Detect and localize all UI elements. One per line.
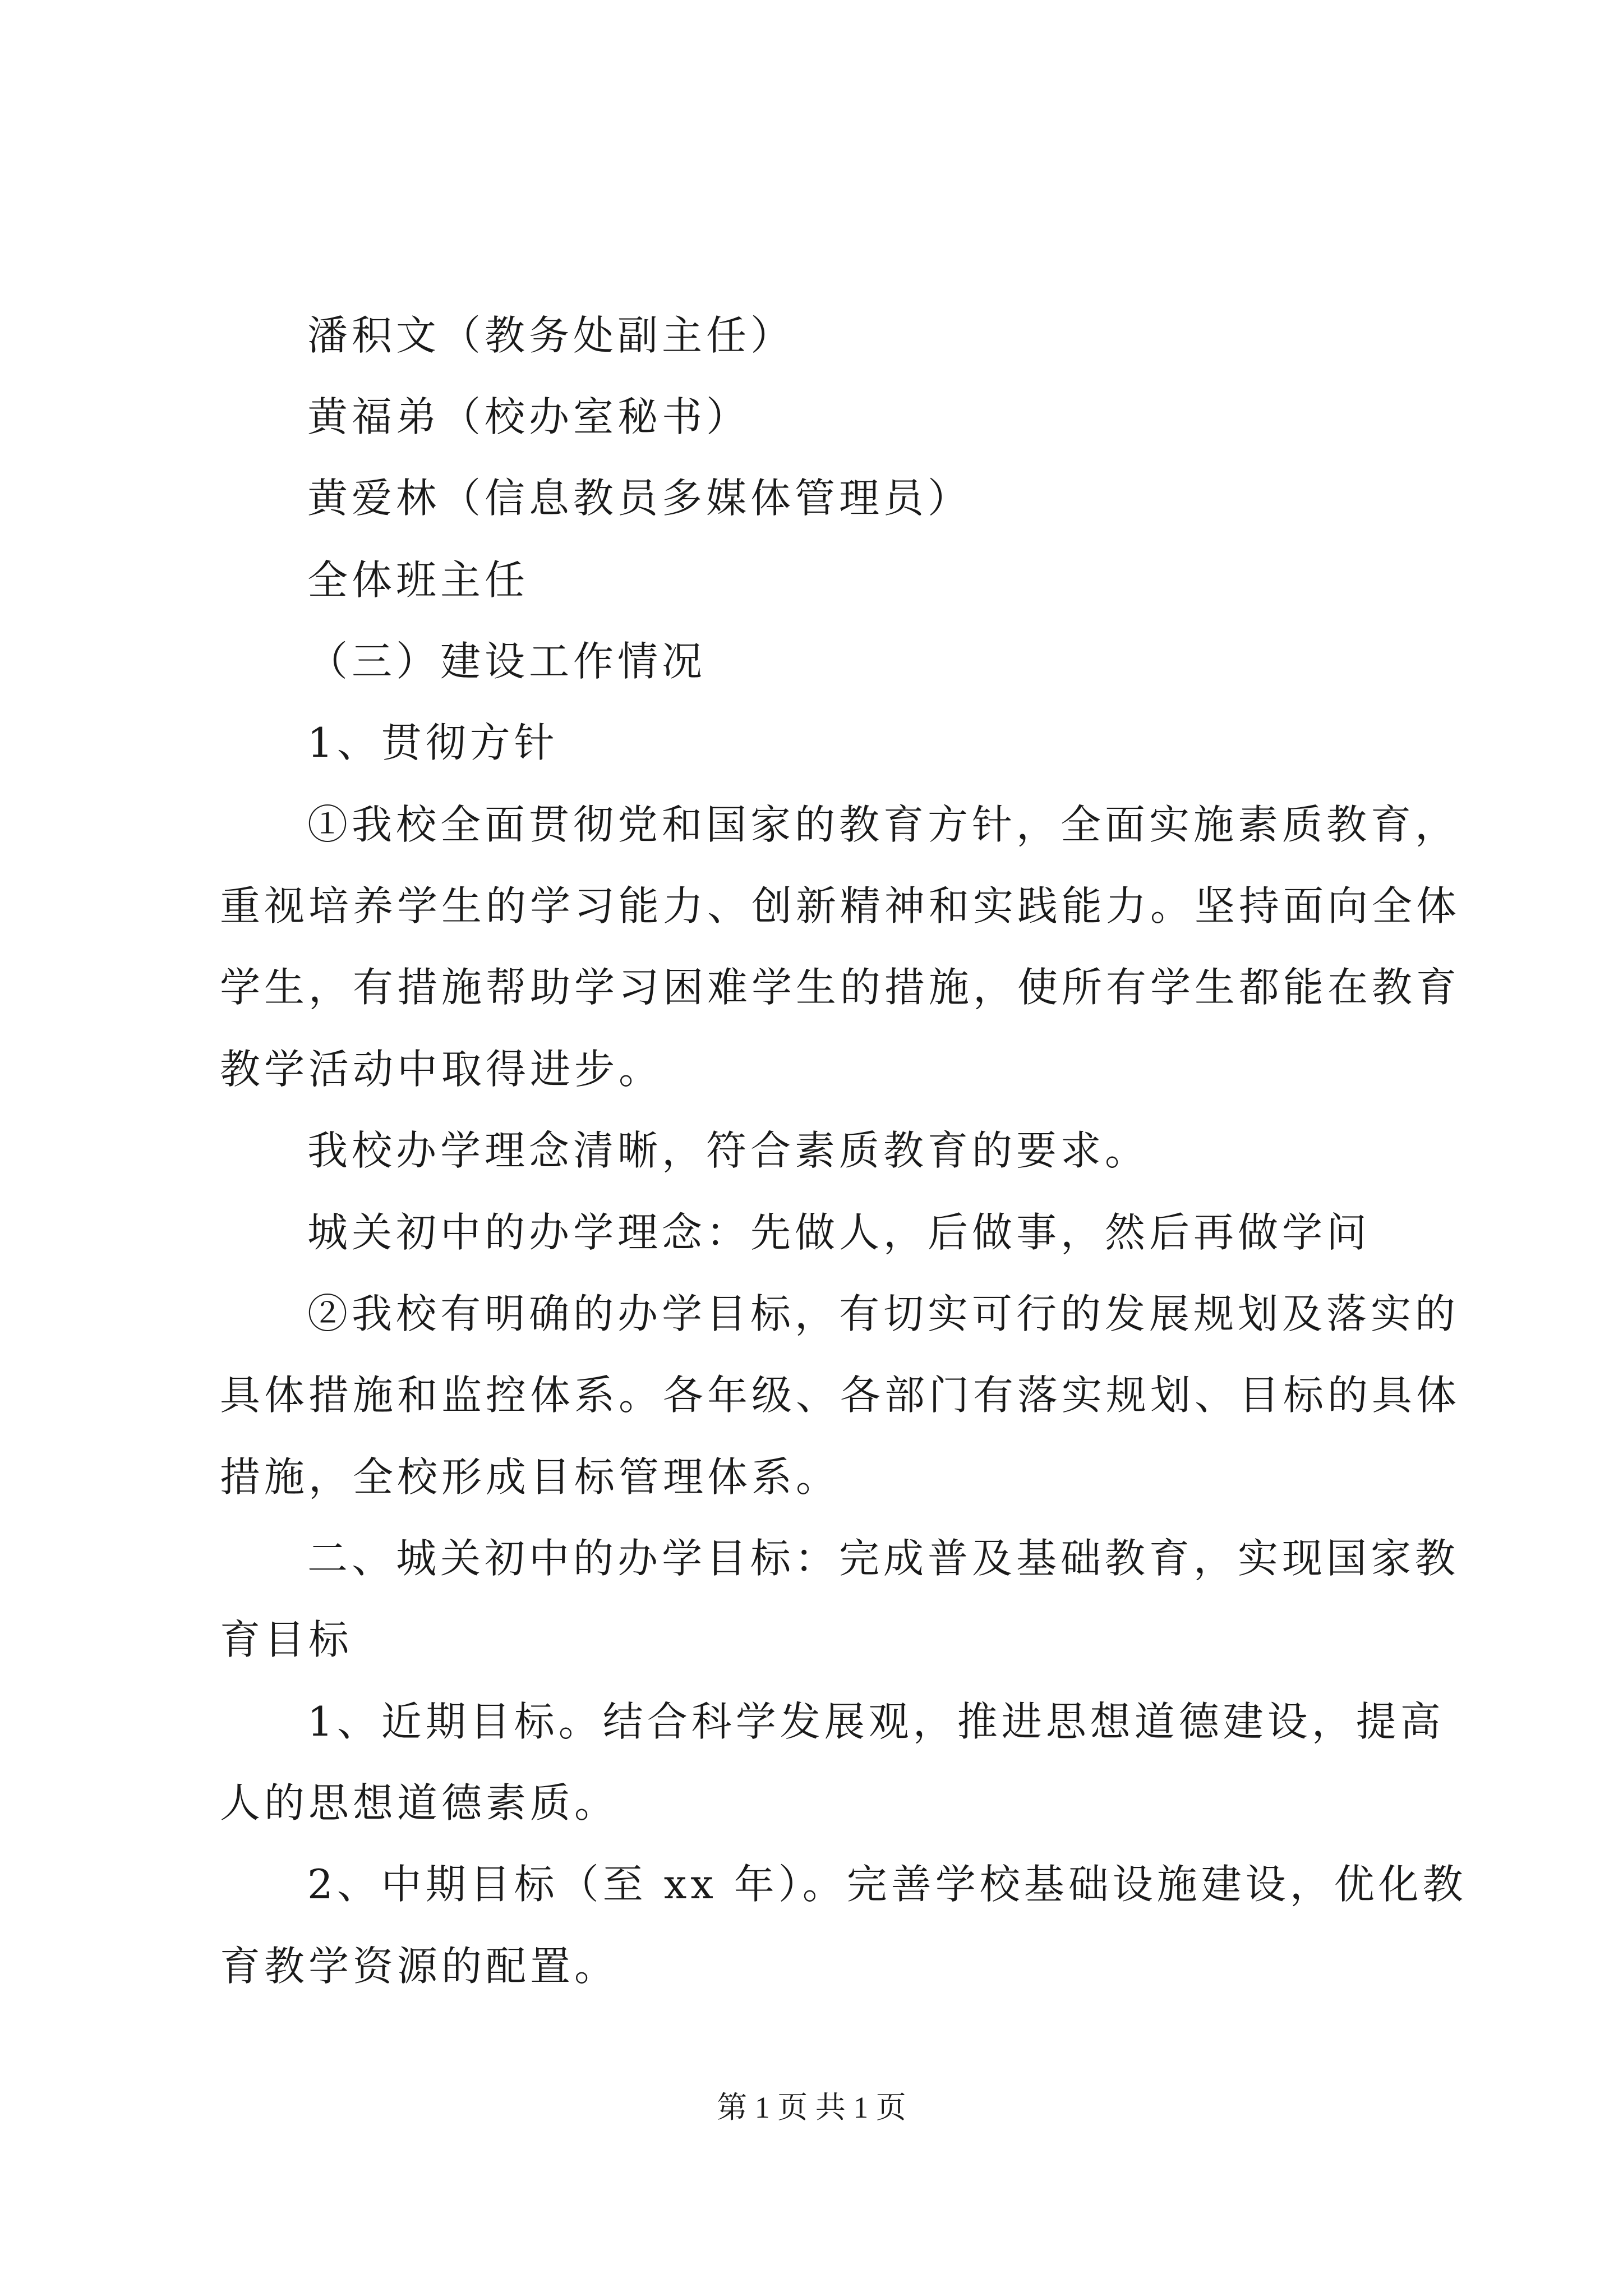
text-line: 育目标 <box>220 1616 353 1663</box>
text-line: 人的思想道德素质。 <box>220 1779 619 1826</box>
page-number-footer: 第 1 页 共 1 页 <box>717 2091 906 2124</box>
text-line: 全体班主任 <box>307 556 529 604</box>
text-line: 1、近期目标。结合科学发展观，推进思想道德建设，提高 <box>307 1698 1445 1745</box>
text-line: ②我校有明确的办学目标，有切实可行的发展规划及落实的 <box>307 1290 1460 1337</box>
text-line: ①我校全面贯彻党和国家的教育方针，全面实施素质教育， <box>307 801 1460 848</box>
text-line: 学生，有措施帮助学习困难学生的措施，使所有学生都能在教育 <box>220 964 1461 1011</box>
text-line: 我校办学理念清晰，符合素质教育的要求。 <box>307 1127 1150 1174</box>
text-line: 教学活动中取得进步。 <box>220 1046 663 1093</box>
section-heading: 二、城关初中的办学目标：完成普及基础教育，实现国家教 <box>307 1535 1460 1582</box>
text-line: 具体措施和监控体系。各年级、各部门有落实规划、目标的具体 <box>220 1372 1461 1419</box>
text-line: 2、中期目标（至 xx 年）。完善学校基础设施建设，优化教 <box>307 1861 1467 1908</box>
section-heading: （三）建设工作情况 <box>307 638 707 685</box>
text-line: 措施，全校形成目标管理体系。 <box>220 1453 841 1501</box>
text-line: 重视培养学生的学习能力、创新精神和实践能力。坚持面向全体 <box>220 882 1461 930</box>
text-line: 育教学资源的配置。 <box>220 1943 619 1990</box>
subsection-heading: 1、贯彻方针 <box>307 719 559 766</box>
text-line: 黄爱林（信息教员多媒体管理员） <box>307 475 972 522</box>
text-line: 城关初中的办学理念：先做人，后做事，然后再做学问 <box>307 1209 1371 1256</box>
text-line: 黄福弟（校办室秘书） <box>307 393 751 440</box>
text-line: 潘积文（教务处副主任） <box>307 312 795 359</box>
